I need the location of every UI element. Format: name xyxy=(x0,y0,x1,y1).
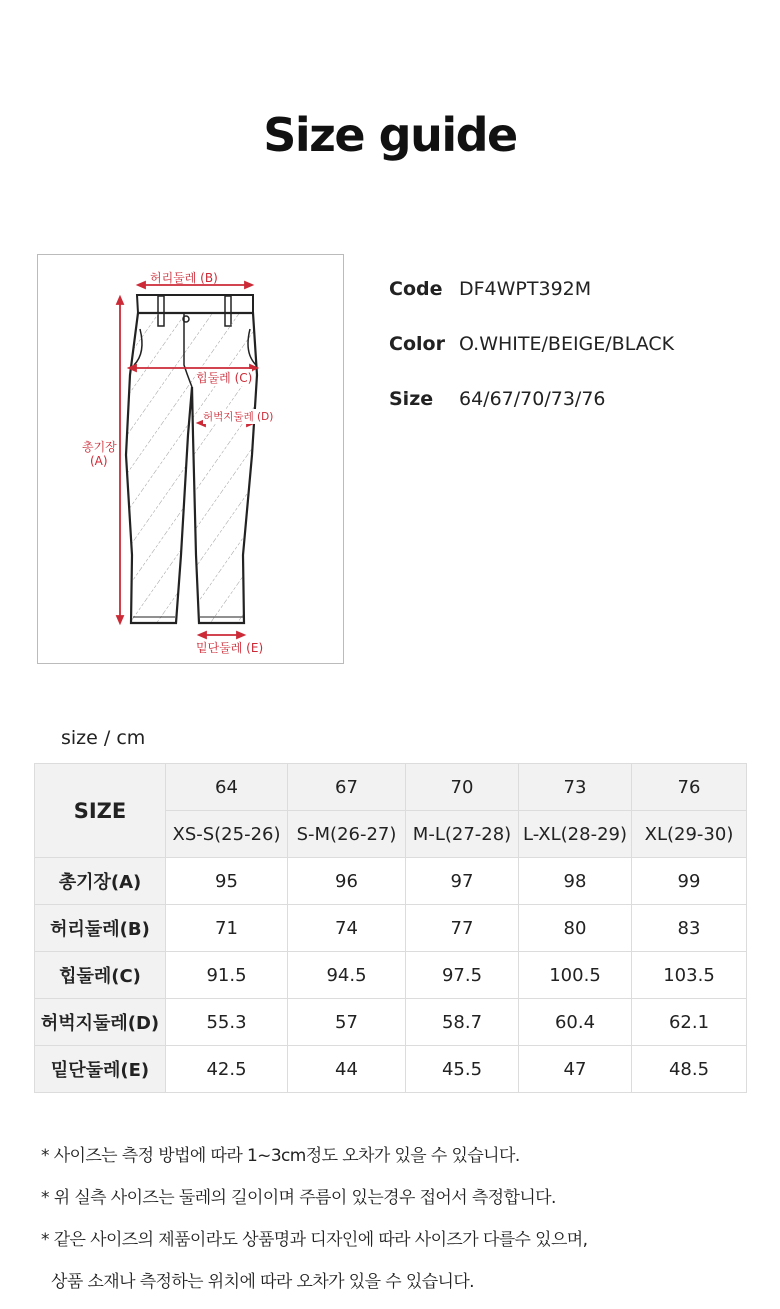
size-cell: 73 xyxy=(519,764,632,811)
table-row xyxy=(35,952,747,999)
table-cell: 47 xyxy=(519,1046,632,1093)
pants-illustration xyxy=(38,255,343,663)
table-cell: 44 xyxy=(288,1046,406,1093)
table-cell: 95 xyxy=(166,858,288,905)
table-cell: 100.5 xyxy=(519,952,632,999)
table-cell: 71 xyxy=(166,905,288,952)
waistband xyxy=(137,295,253,313)
table-cell: 91.5 xyxy=(166,952,288,999)
size-cell: 76 xyxy=(632,764,747,811)
hem-label: 밑단둘레 (E) xyxy=(196,641,264,655)
table-cell: 57 xyxy=(288,999,406,1046)
table-cell: 60.4 xyxy=(519,999,632,1046)
table-cell: 97.5 xyxy=(406,952,519,999)
length-label: 총기장 xyxy=(82,440,117,454)
pants-body xyxy=(126,313,257,623)
table-row xyxy=(35,1046,747,1093)
color-value: O.WHITE/BEIGE/BLACK xyxy=(459,333,675,355)
size-range-cell: XS-S(25-26) xyxy=(166,811,288,858)
size-cell: 70 xyxy=(406,764,519,811)
note-line: * 사이즈는 측정 방법에 따라 1~3cm정도 오차가 있을 수 있습니다. xyxy=(41,1146,520,1166)
table-cell: 96 xyxy=(288,858,406,905)
table-cell: 83 xyxy=(632,905,747,952)
waist-label: 허리둘레 (B) xyxy=(150,271,218,285)
code-label: Code xyxy=(389,278,443,300)
table-cell: 58.7 xyxy=(406,999,519,1046)
size-label: Size xyxy=(389,388,434,410)
length-code-label: (A) xyxy=(90,454,108,468)
color-label: Color xyxy=(389,333,445,355)
code-value: DF4WPT392M xyxy=(459,278,592,300)
size-header-cell: SIZE xyxy=(35,764,166,858)
row-header: 밑단둘레(E) xyxy=(35,1046,166,1093)
table-cell: 45.5 xyxy=(406,1046,519,1093)
note-line: 상품 소재나 측정하는 위치에 따라 오차가 있을 수 있습니다. xyxy=(51,1272,474,1292)
pants-diagram xyxy=(37,254,344,664)
size-notes xyxy=(41,1141,587,1309)
size-range-cell: S-M(26-27) xyxy=(288,811,406,858)
table-header-row xyxy=(35,764,747,811)
row-header: 총기장(A) xyxy=(35,858,166,905)
table-cell: 103.5 xyxy=(632,952,747,999)
table-cell: 48.5 xyxy=(632,1046,747,1093)
table-row xyxy=(35,905,747,952)
note-line: * 위 실측 사이즈는 둘레의 길이이며 주름이 있는경우 접어서 측정합니다. xyxy=(41,1188,556,1208)
row-header: 허리둘레(B) xyxy=(35,905,166,952)
table-row xyxy=(35,999,747,1046)
size-cell: 64 xyxy=(166,764,288,811)
unit-label: size / cm xyxy=(61,727,146,749)
size-range-cell: L-XL(28-29) xyxy=(519,811,632,858)
page-title: Size guide xyxy=(263,108,517,162)
table-row xyxy=(35,858,747,905)
table-cell: 98 xyxy=(519,858,632,905)
table-cell: 55.3 xyxy=(166,999,288,1046)
hip-label: 힙둘레 (C) xyxy=(196,371,253,385)
table-cell: 42.5 xyxy=(166,1046,288,1093)
size-cell: 67 xyxy=(288,764,406,811)
table-cell: 74 xyxy=(288,905,406,952)
table-cell: 62.1 xyxy=(632,999,747,1046)
table-cell: 77 xyxy=(406,905,519,952)
table-cell: 99 xyxy=(632,858,747,905)
table-cell: 80 xyxy=(519,905,632,952)
row-header: 허벅지둘레(D) xyxy=(35,999,166,1046)
size-range-cell: M-L(27-28) xyxy=(406,811,519,858)
size-table xyxy=(34,763,747,1093)
size-value: 64/67/70/73/76 xyxy=(459,388,606,410)
size-range-cell: XL(29-30) xyxy=(632,811,747,858)
table-cell: 94.5 xyxy=(288,952,406,999)
note-line: * 같은 사이즈의 제품이라도 상품명과 디자인에 따라 사이즈가 다를수 있으며, xyxy=(41,1230,588,1250)
thigh-label: 허벅지둘레 (D) xyxy=(203,411,274,423)
row-header: 힙둘레(C) xyxy=(35,952,166,999)
table-cell: 97 xyxy=(406,858,519,905)
